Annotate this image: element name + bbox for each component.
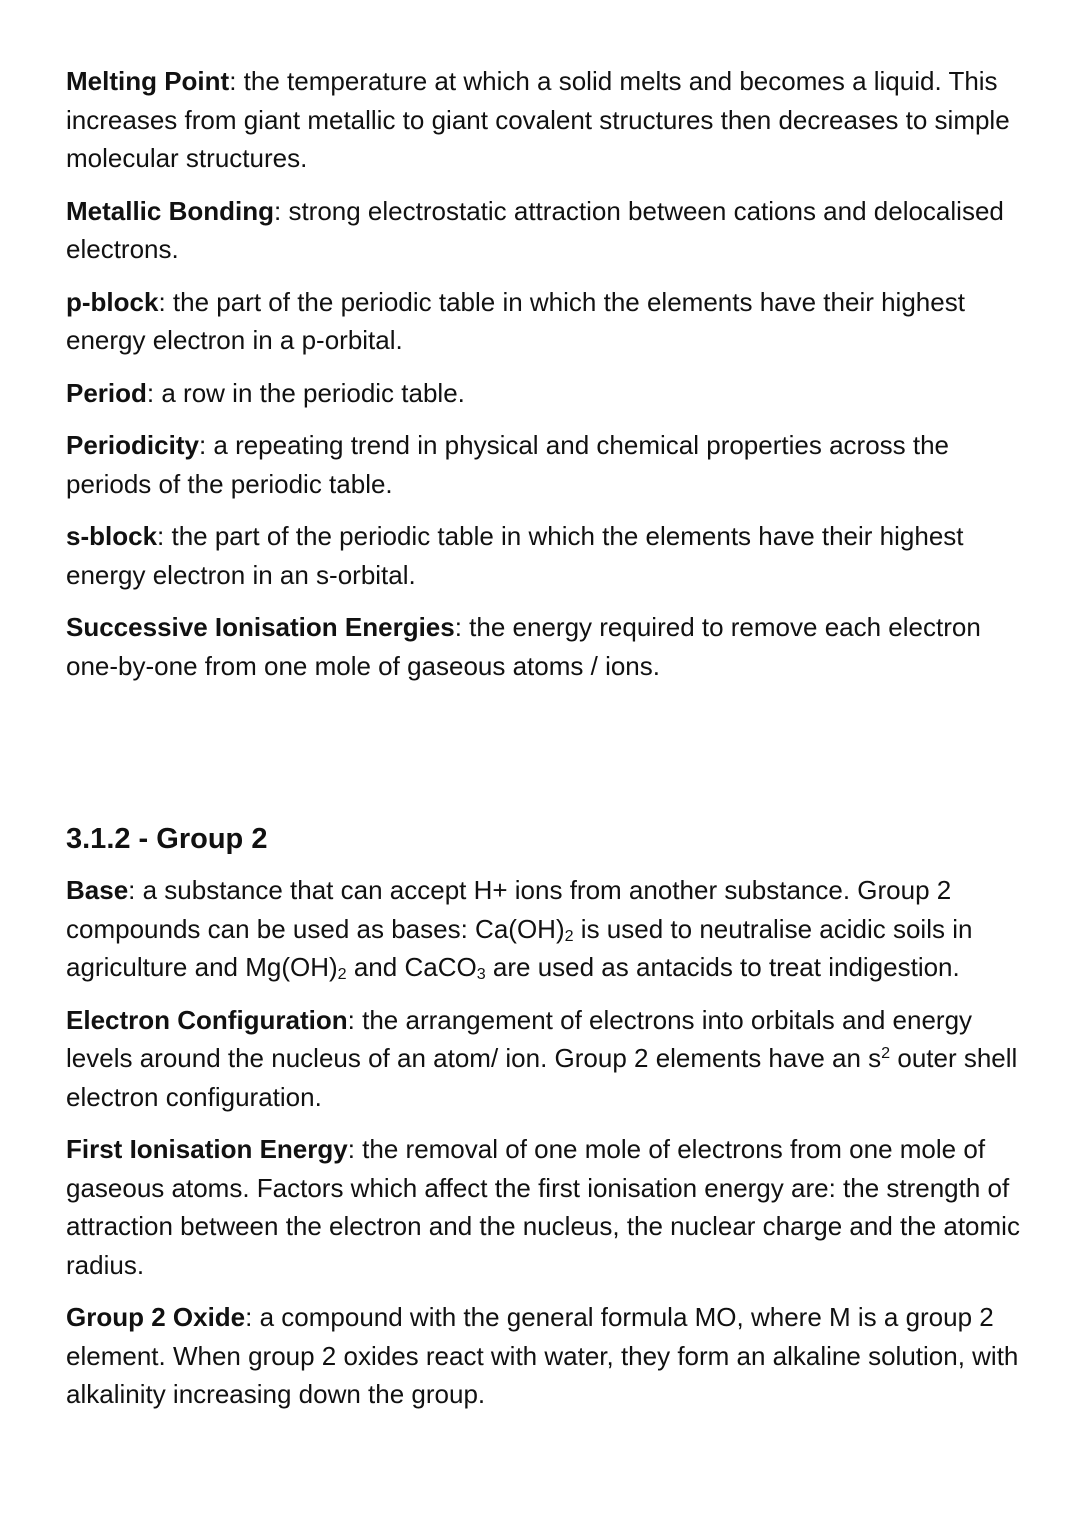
glossary-definition-part: : the arrangement of electrons into orbitals and energy levels around the nucleus of an atom/ ion. Group 2 elements have an s [66,1004,973,1073]
glossary-term: Successive Ionisation Energies [66,612,455,642]
glossary-entry-s-block [66,517,1026,594]
glossary-entry-base [66,871,1026,987]
glossary-term: Metallic Bonding [66,195,274,226]
glossary-definition: : a row in the periodic table. [146,377,465,408]
subscript: 3 [476,965,486,984]
glossary-definition-part: outer shell electron configuration. [66,1043,1018,1112]
glossary-entry-first-ionisation-energy [66,1130,1026,1284]
section-heading: 3.1.2 - Group 2 [66,823,268,855]
glossary-entry-successive-ionisation-energies [66,608,1026,685]
glossary-entry-periodicity [66,426,1026,503]
glossary-definition-part: are used as antacids to treat indigestion. [485,952,960,982]
glossary-term: Base [66,875,129,905]
glossary-definition: : the part of the periodic table in which the elements have their highest energy electron in an s-orbital. [66,521,964,590]
glossary-definition: : the temperature at which a solid melts and becomes a liquid. This increases from giant metallic to giant covalent structures then decreases to simple molecular structures. [66,66,1010,173]
glossary-definition: : the energy required to remove each electron one-by-one from one mole of gaseous atoms / ions. [66,612,981,681]
subscript: 2 [337,965,347,984]
glossary-entry-melting-point [66,62,1026,178]
glossary-term: Melting Point [66,66,230,96]
glossary-entry-period [66,374,1026,413]
glossary-definition-part: and CaCO [346,952,477,982]
glossary-entry-p-block [66,283,1026,360]
glossary-entry-metallic-bonding [66,192,1026,269]
glossary-term: p-block [66,286,159,317]
glossary-definition: : a compound with the general formula MO, where M is a group 2 element. When group 2 oxides react with water, they form an alkaline solution, with alkalinity increasing down the group. [66,1302,1019,1409]
glossary-definition: : strong electrostatic attraction between cations and delocalised electrons. [66,195,1004,264]
glossary-term: Period [66,377,147,408]
glossary-definition: : the removal of one mole of electrons from one mole of gaseous atoms. Factors which affect the first ionisation energy are: the strength of attraction between the electron and the nucleus, the nuclear charge and the atomic radius. [66,1134,1020,1280]
subscript: 2 [564,926,574,945]
superscript: 2 [881,1044,891,1063]
glossary-term: Group 2 Oxide [66,1302,246,1332]
glossary-entry-group-2-oxide [66,1298,1026,1414]
glossary-definition-part: : a substance that can accept H+ ions from another substance. Group 2 compounds can be used as bases: Ca(OH) [66,875,952,944]
glossary-term: Electron Configuration [66,1004,348,1035]
glossary-definition: : the part of the periodic table in which the elements have their highest energy electron in a p-orbital. [66,286,965,355]
section-gap [66,699,1026,819]
document-page [66,62,1026,1428]
glossary-term: First Ionisation Energy [66,1134,348,1164]
glossary-definition-part: is used to neutralise acidic soils in agriculture and Mg(OH) [66,913,973,982]
glossary-definition: : a repeating trend in physical and chemical properties across the periods of the periodic table. [66,430,950,499]
glossary-entry-electron-configuration [66,1001,1026,1117]
glossary-term: Periodicity [66,430,199,460]
glossary-term: s-block [66,521,158,551]
